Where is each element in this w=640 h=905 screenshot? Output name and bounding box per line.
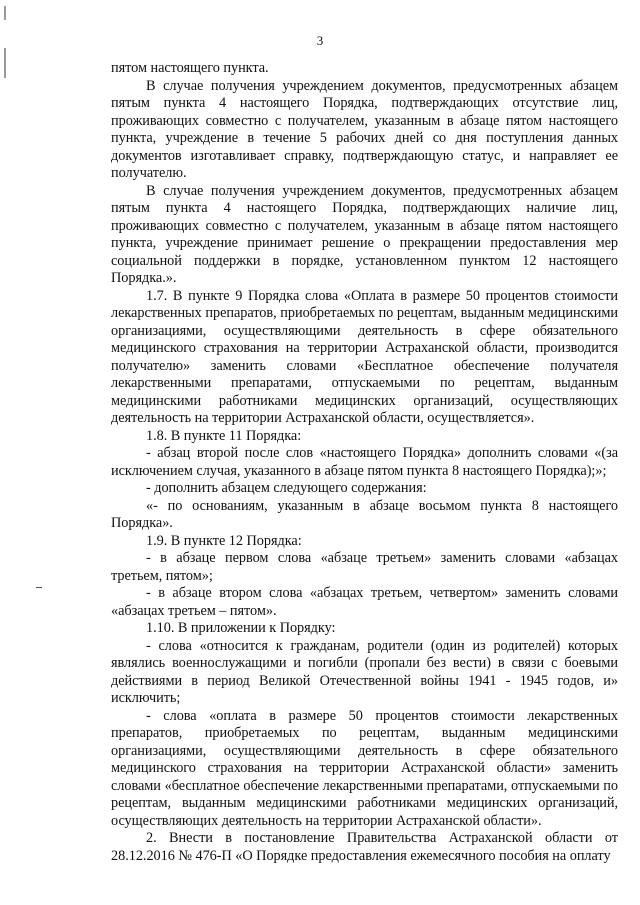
page-number: 3	[316, 33, 324, 48]
paragraph-continuation: пятом настоящего пункта.	[111, 60, 269, 76]
scan-edge-mark	[4, 48, 6, 78]
paragraph-item-1-8-c: «- по основаниям, указанным в абзаце восьмом пункта 8 настоящего Порядка».	[111, 497, 618, 531]
paragraph-item-1-8-b: - дополнить абзацем следующего содержания:	[146, 480, 427, 496]
paragraph-item-1-9-b: - в абзаце втором слова «абзацах третьем, четвертом» заменить словами «абзацах третьем – пятом».	[111, 585, 618, 619]
paragraph-item-1-8: 1.8. В пункте 11 Порядка:	[146, 427, 302, 444]
paragraph-presence-case: В случае получения учреждением документов, предусмотренных абзацем пятым пункта 4 настоящего Порядка, подтверждающих наличие лиц, проживающих совместно с получателем, указанным в абзаце пятом настоящего пункта, учреждение принимает решение о прекращении предоставления мер социальной поддержки в порядке, установленном пунктом 12 настоящего Порядка.».	[111, 182, 618, 286]
scan-margin-tick	[36, 587, 42, 588]
paragraph-item-1-8-a: - абзац второй после слов «настоящего Порядка» дополнить словами «(за исключением случая, указанного в абзаце пятом пункта 8 настоящего Порядка);»;	[111, 445, 618, 479]
document-body	[111, 60, 618, 865]
paragraph-item-1-9: 1.9. В пункте 12 Порядка:	[146, 532, 302, 549]
paragraph-item-1-9-a: - в абзаце первом слова «абзаце третьем» заменить словами «абзацах третьем, пятом»;	[111, 550, 618, 584]
scan-edge-mark	[4, 6, 6, 20]
paragraph-absence-case: В случае получения учреждением документов, предусмотренных абзацем пятым пункта 4 настоящего Порядка, подтверждающих отсутствие лиц, проживающих совместно с получателем, указанным в абзаце пятом настоящего пункта, учреждение в течение 5 рабочих дней со дня поступления данных документов изготавливает справку, подтверждающую статус, и направляет ее получателю.	[111, 77, 618, 181]
paragraph-item-2: 2. Внести в постановление Правительства Астраханской области от 28.12.2016 № 476-П «О Порядке предоставления ежемесячного пособия на оплату	[111, 830, 618, 864]
paragraph-item-1-7: 1.7. В пункте 9 Порядка слова «Оплата в размере 50 процентов стоимости лекарственных препаратов, приобретаемых по рецептам, выданным медицинскими организациями, осуществляющими деятельность в сфере обязательного медицинского страхования на территории Астраханской области, производится получателю» заменить словами «Бесплатное обеспечение получателя лекарственными препаратами, отпускаемыми по рецептам, выданным медицинскими работниками медицинских организаций, осуществляющих деятельность на территории Астраханской области, осуществляется».	[111, 287, 618, 426]
paragraph-item-1-10-a: - слова «относится к гражданам, родители (один из родителей) которых являлись военнослужащими и погибли (пропали без вести) в связи с боевыми действиями в период Великой Отечественной войны 1941 - 1945 годов, и» исключить;	[111, 637, 618, 706]
paragraph-item-1-10-b: - слова «оплата в размере 50 процентов стоимости лекарственных препаратов, приобретаемых по рецептам, выданным медицинскими организациями, осуществляющими деятельность в сфере обязательного медицинского страхования на территории Астраханской области» заменить словами «бесплатное обеспечение лекарственными препаратами, отпускаемыми по рецептам, выданным медицинскими работниками медицинских организаций, осуществляющих деятельность на территории Астраханской области».	[111, 707, 618, 829]
paragraph-item-1-10: 1.10. В приложении к Порядку:	[146, 620, 336, 636]
